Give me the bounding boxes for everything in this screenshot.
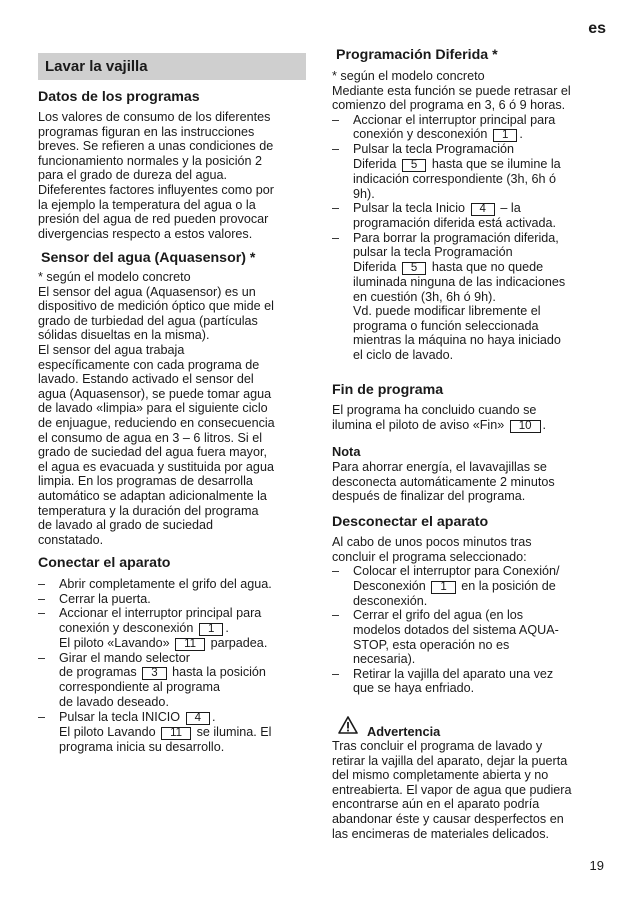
- list-item: [38, 592, 306, 607]
- text-line: constatado.: [38, 532, 104, 547]
- text-line: presión del agua de red pueden provocar: [38, 212, 269, 227]
- text: modelos dotados del sistema AQUA-: [353, 622, 559, 637]
- list-item: – Accionar el interruptor principal para conexión y desconexión 1 .: [332, 113, 604, 143]
- key-ref-5: 5: [402, 262, 426, 275]
- list-item: [38, 651, 306, 710]
- text-line: El sensor del agua (Aquasensor) es un: [38, 284, 256, 299]
- heading-nota: Nota: [332, 444, 361, 459]
- text-line: de lavado «limpia» para el siguiente ciclo: [38, 401, 268, 416]
- list-item: [38, 577, 306, 592]
- text: hasta que se ilumine la: [431, 156, 561, 171]
- text-line: breves. Se refieren a unas condiciones de: [38, 139, 274, 154]
- page-number: 19: [589, 858, 604, 873]
- text-line: funcionamiento normales y la posición 2: [38, 153, 263, 168]
- text-line: específicamente con cada programa de: [38, 357, 260, 372]
- text-line: comienzo del programa en 3, 6 ó 9 horas.: [332, 98, 566, 113]
- text-line: * según el modelo concreto: [38, 270, 191, 284]
- text: Pulsar la tecla Programación: [353, 142, 514, 157]
- text: en cuestión (3h, 6h ó 9h).: [353, 289, 496, 304]
- key-ref-5: 5: [402, 159, 426, 172]
- list-item: [332, 142, 604, 201]
- text-line: grado de turbiedad del agua (partículas: [38, 313, 258, 328]
- text-line: Difeferentes factores influyentes como por: [38, 182, 274, 197]
- text-line: entreabierta. El vapor de agua que pudiera: [332, 782, 572, 797]
- text: mientras la máquina no haya iniciado: [353, 333, 561, 348]
- text-line: lavado. Estando activado el sensor del: [38, 372, 254, 387]
- text: 9h).: [353, 186, 375, 201]
- text-line: para el grado de dureza del agua.: [38, 168, 228, 183]
- text: el ciclo de lavado.: [353, 347, 454, 362]
- text-line: ilumina el piloto de aviso «Fin» 10 .: [332, 417, 547, 432]
- heading-advertencia: Advertencia: [367, 724, 441, 739]
- text-line: Mediante esta función se puede retrasar el: [332, 83, 571, 98]
- text-line: programas figuran en las instrucciones: [38, 124, 255, 139]
- key-ref-10: 10: [510, 420, 541, 433]
- section-band-lavar: Lavar la vajilla: [38, 53, 306, 80]
- text: necesaria).: [353, 652, 416, 667]
- text: STOP, esta operación no es: [353, 637, 510, 652]
- key-ref-11: 11: [175, 638, 205, 651]
- text: conexión y desconexión: [59, 620, 194, 635]
- text-line: dispositivo de medición óptico que mide el: [38, 299, 274, 314]
- text-line: sólidas disueltas en la misma).: [38, 328, 210, 343]
- warning-triangle-icon: [338, 716, 358, 734]
- heading-desconectar-aparato: Desconectar el aparato: [332, 514, 489, 530]
- text-line: El sensor del agua trabaja: [38, 342, 185, 357]
- text-line: el consumo de agua en 3 – 6 litros. Si el: [38, 430, 263, 445]
- text-line: la ejemplo la temperatura del agua o la: [38, 197, 256, 212]
- datos-programas-text: [38, 110, 306, 241]
- text-line: Tras concluir el programa de lavado y: [332, 739, 543, 753]
- text: Colocar el interruptor para Conexión/: [353, 564, 560, 579]
- key-ref-1: 1: [493, 129, 517, 142]
- text: correspondiente al programa: [59, 680, 221, 695]
- text: iluminada ninguna de las indicaciones: [353, 274, 566, 289]
- text: desconexión.: [353, 593, 428, 608]
- list-item: – Pulsar la tecla INICIO 4 . El piloto Lavando 11 se ilumina. El programa inicia su desarrollo.: [38, 710, 306, 755]
- text: en la posición de: [461, 578, 556, 593]
- list-item: [332, 201, 604, 231]
- text: conexión y desconexión: [353, 127, 488, 142]
- text-line: divergencias respecto a estos valores.: [38, 226, 253, 241]
- text: hasta la posición: [172, 665, 266, 680]
- text: programa o función seleccionada: [353, 318, 539, 333]
- text-line: el agua es evacuada y sustituida por agua: [38, 459, 274, 474]
- list-item: [332, 564, 604, 608]
- text: indicación correspondiente (3h, 6h ó: [353, 171, 557, 186]
- list-item: – Accionar el interruptor principal para conexión y desconexión 1 . El piloto «Lavando» 11 parpadea.: [38, 606, 306, 651]
- list-item: [332, 667, 604, 696]
- text-line: después de finalizar del programa.: [332, 489, 526, 504]
- desconectar-text: [332, 535, 604, 696]
- text-line: Para ahorrar energía, el lavavajillas se: [332, 460, 547, 474]
- text: Retirar la vajilla del aparato una vez: [353, 666, 554, 681]
- key-ref-11: 11: [161, 727, 191, 740]
- text-line: limpia. En los programas de desarrolla: [38, 474, 253, 489]
- key-ref-3: 3: [142, 667, 166, 680]
- text-line: Al cabo de unos pocos minutos tras: [332, 535, 532, 549]
- heading-conectar-aparato: Conectar el aparato: [38, 555, 171, 571]
- text: ilumina el piloto de aviso «Fin»: [332, 417, 505, 432]
- programacion-diferida-text: [332, 69, 604, 363]
- heading-fin-programa: Fin de programa: [332, 382, 444, 398]
- text-line: automático se adaptan adicionalmente la: [38, 488, 267, 503]
- text-line: de enjuague, reduciendo en consecuencia: [38, 415, 275, 430]
- text: que se haya enfriado.: [353, 681, 475, 696]
- text-line: del mismo completamente abierta y no: [332, 768, 549, 783]
- text-line: Los valores de consumo de los diferentes: [38, 110, 271, 124]
- conectar-list: [38, 577, 306, 754]
- text: Accionar el interruptor principal para: [59, 606, 262, 621]
- key-ref-1: 1: [431, 581, 455, 594]
- text: – la: [500, 201, 521, 216]
- text-line: El programa ha concluido cuando se: [332, 403, 537, 417]
- key-ref-4: 4: [186, 712, 210, 725]
- advertencia-text: [332, 739, 604, 841]
- text: programa inicia su desarrollo.: [59, 739, 225, 754]
- text: Para borrar la programación diferida,: [353, 230, 559, 245]
- language-code: es: [588, 20, 606, 37]
- key-ref-4: 4: [471, 203, 495, 216]
- text-line: agua (Aquasensor), se puede tomar agua: [38, 386, 272, 401]
- list-item: [332, 231, 604, 363]
- heading-datos-programas: Datos de los programas: [38, 89, 200, 105]
- fin-programa-text: [332, 403, 604, 433]
- key-ref-1: 1: [199, 623, 223, 636]
- list-item: [332, 608, 604, 666]
- text-line: grado de suciedad del agua fuera mayor,: [38, 445, 267, 460]
- heading-programacion-diferida: Programación Diferida *: [336, 47, 498, 63]
- text: de programas: [59, 665, 137, 680]
- text-line: desconecta automáticamente 2 minutos: [332, 474, 555, 489]
- text: Vd. puede modificar libremente el: [353, 304, 541, 319]
- text-line: temperatura y la duración del programa: [38, 503, 259, 518]
- text: hasta que no quede: [431, 259, 544, 274]
- sensor-agua-text: [38, 270, 306, 547]
- text: Cerrar el grifo del agua (en los: [353, 608, 524, 623]
- text: Abrir completamente el grifo del agua.: [59, 577, 272, 591]
- text-line: * según el modelo concreto: [332, 69, 485, 83]
- text: Pulsar la tecla Inicio: [353, 201, 465, 216]
- text: Diferida: [353, 156, 397, 171]
- text: Diferida: [353, 259, 397, 274]
- text-line: concluir el programa seleccionado:: [332, 549, 527, 564]
- text: El piloto «Lavando»: [59, 635, 170, 650]
- text: pulsar la tecla Programación: [353, 245, 513, 260]
- text-line: las encimeras de materiales delicados.: [332, 826, 549, 841]
- nota-text: [332, 460, 604, 504]
- text: Girar el mando selector: [59, 650, 190, 665]
- text: Pulsar la tecla INICIO: [59, 709, 181, 724]
- text: Desconexión: [353, 578, 426, 593]
- text: programación diferida está activada.: [353, 216, 557, 231]
- text: de lavado deseado.: [59, 694, 169, 709]
- text-line: abandonar éste y causar desperfectos en: [332, 811, 564, 826]
- text: se ilumina. El: [196, 724, 272, 739]
- text: parpadea.: [210, 635, 268, 650]
- text: Accionar el interruptor principal para: [353, 112, 556, 127]
- text-line: retirar la vajilla del aparato, dejar la puerta: [332, 753, 568, 768]
- text: El piloto Lavando: [59, 724, 156, 739]
- heading-sensor-agua: Sensor del agua (Aquasensor) *: [41, 250, 256, 266]
- text: Cerrar la puerta.: [59, 591, 151, 606]
- text-line: de lavado al grado de suciedad: [38, 518, 214, 533]
- text-line: encontrarse aún en el aparato podría: [332, 797, 540, 812]
